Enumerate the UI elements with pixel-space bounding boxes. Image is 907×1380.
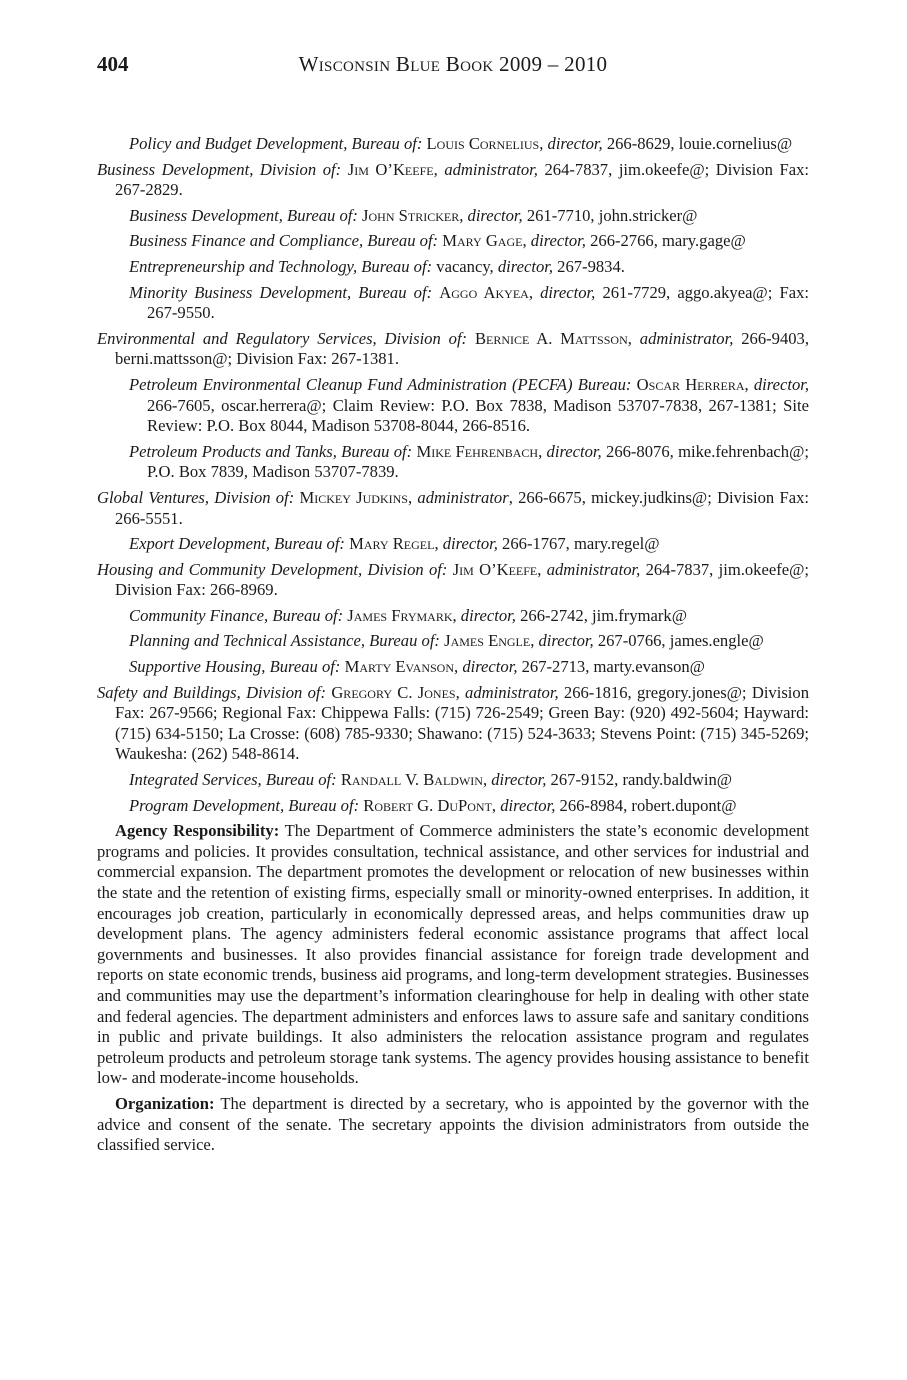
contact-details: 266-1767, mary.regel@	[502, 534, 660, 554]
unit-name: Policy and Budget Development, Bureau of:	[129, 134, 423, 153]
contact-details: 266-2766, mary.gage@	[590, 231, 746, 251]
contact-details: 266-8629, louie.cornelius@	[606, 134, 793, 153]
person-name: Aggo Akyea	[439, 282, 529, 302]
contact-details: , 266-6675, mickey.judkins@; Division Fax: 266-5551.	[115, 487, 809, 528]
unit-name: Export Development, Bureau of:	[129, 534, 345, 554]
person-role: administrator,	[444, 159, 538, 179]
contact-details: 264-7837, jim.okeefe@; Division Fax: 267-2829.	[115, 159, 810, 200]
person-role: director,	[500, 795, 556, 815]
agency-responsibility-label: Agency Responsibility:	[115, 821, 280, 841]
unit-name: Entrepreneurship and Technology, Bureau of:	[129, 256, 433, 276]
contact-details: 261-7710, john.stricker@	[526, 205, 698, 225]
person-role: director,	[460, 605, 516, 625]
unit-name: Planning and Technical Assistance, Bureau of:	[129, 631, 440, 651]
unit-name: Housing and Community Development, Division of:	[97, 559, 448, 579]
unit-name: Petroleum Environmental Cleanup Fund Administration (PECFA) Bureau:	[129, 374, 632, 394]
person-name: Robert G. DuPont	[363, 795, 492, 815]
contact-details: 266-8984, robert.dupont@	[559, 795, 737, 815]
agency-responsibility-text: The Department of Commerce administers the state’s economic development programs and policies. It provides consultation, technical assistance, and other services for industrial and commercial expansion. The department promotes the development or relocation of new businesses within the state and the retention of existing firms, especially small or minority-owned enterprises. In addition, it encourages job creation, particularly in economically depressed areas, and helps communities draw up development plans. The agency administers federal economic assistance programs that affect local governments and businesses. It also provides financial assistance for foreign trade development and reports on state economic trends, business aid programs, and long-term development strategies. Businesses and communities may use the department’s information clearinghouse for help in dealing with other state and federal agencies. The department administers and enforces laws to assure safe and sanitary conditions in public and private buildings. It also administers the relocation assistance program and regulates petroleum products and petroleum storage tank systems. The agency provides housing assistance to benefit low- and moderate-income households.	[97, 821, 809, 1088]
contact-details: vacancy, director, 267-9834.	[436, 256, 625, 276]
person-name: Mike Fehrenbach	[416, 441, 539, 461]
bureau-entry: Minority Business Development, Bureau of: Aggo Akyea, director, 261-7729, aggo.akyea@; Fax: 267-9550.	[129, 282, 809, 323]
person-role: director,	[547, 134, 603, 153]
page-number: 404	[97, 52, 129, 76]
unit-name: Environmental and Regulatory Services, Division of:	[97, 328, 468, 348]
person-role: administrator	[417, 487, 509, 507]
bureau-entry: Integrated Services, Bureau of: Randall V. Baldwin, director, 267-9152, randy.baldwin@	[129, 770, 733, 790]
bureau-entry: Community Finance, Bureau of: James Frymark, director, 266-2742, jim.frymark@	[129, 605, 688, 625]
person-name: Mary Regel	[349, 534, 435, 554]
page-header	[97, 54, 809, 80]
contact-details: 267-0766, james.engle@	[597, 631, 764, 651]
person-name: Oscar Herrera	[636, 374, 745, 394]
bureau-entry: Export Development, Bureau of: Mary Regel, director, 266-1767, mary.regel@	[129, 534, 660, 554]
division-entry: Safety and Buildings, Division of: Gregory C. Jones, administrator, 266-1816, gregory.jones@; Division Fax: 267-9566; Regional Fax: Chippewa Falls: (715) 726-2549; Green Bay: (920) 492-5604; Hayward: (715) 634-5150; La Crosse: (608) 785-9330; Shawano: (715) 524-3633; Stevens Point: (715) 345-5269; Waukesha: (262) 548-8614.	[97, 682, 809, 764]
person-role: director,	[540, 282, 596, 302]
person-role: director,	[491, 770, 547, 790]
unit-name: Petroleum Products and Tanks, Bureau of:	[129, 441, 413, 461]
person-name: John Stricker	[362, 205, 460, 225]
person-name: James Engle	[444, 631, 531, 651]
contact-details: 266-1816, gregory.jones@; Division Fax: 267-9566; Regional Fax: Chippewa Falls: (715) 726-2549; Green Bay: (920) 492-5604; Hayward: (715) 634-5150; La Crosse: (608) 785-9330; Shawano: (715) 524-3633; Stevens Point: (715) 345-5269; Waukesha: (262) 548-8614.	[115, 682, 809, 764]
agency-responsibility-paragraph	[97, 821, 809, 1089]
running-head: Wisconsin Blue Book 2009 – 2010	[298, 52, 608, 76]
person-name: James Frymark	[347, 605, 453, 625]
unit-name: Global Ventures, Division of:	[97, 487, 295, 507]
unit-name: Program Development, Bureau of:	[129, 795, 360, 815]
person-role: administrator,	[546, 559, 641, 579]
contact-details: 267-9152, randy.baldwin@	[550, 770, 733, 790]
bureau-entry: Petroleum Products and Tanks, Bureau of: Mike Fehrenbach, director, 266-8076, mike.fehrenbach@; P.O. Box 7839, Madison 53707-7839.	[129, 441, 809, 482]
person-role: director,	[530, 231, 586, 251]
person-role: director,	[538, 631, 594, 651]
bureau-entry: Business Finance and Compliance, Bureau of: Mary Gage, director, 266-2766, mary.gage@	[129, 231, 746, 251]
person-name: Randall V. Baldwin	[340, 770, 483, 790]
organization-label: Organization:	[115, 1093, 215, 1113]
person-name: Mickey Judkins	[299, 487, 408, 507]
unit-name: Integrated Services, Bureau of:	[129, 770, 337, 790]
division-entry: Global Ventures, Division of: Mickey Judkins, administrator, 266-6675, mickey.judkins@; Division Fax: 266-5551.	[97, 487, 809, 528]
bureau-entry: Supportive Housing, Bureau of: Marty Evanson, director, 267-2713, marty.evanson@	[129, 657, 705, 677]
bureau-entry: Planning and Technical Assistance, Bureau of: James Engle, director, 267-0766, james.engle@	[129, 631, 764, 651]
unit-name: Safety and Buildings, Division of:	[97, 682, 327, 702]
organization-text: The department is directed by a secretary, who is appointed by the governor with the advice and consent of the senate. The secretary appoints the division administrators from outside the classified service.	[97, 1093, 810, 1155]
person-name: Louis Cornelius	[426, 134, 540, 153]
unit-name: Business Development, Bureau of:	[129, 205, 358, 225]
unit-name: Business Development, Division of:	[97, 159, 342, 179]
person-role: director,	[753, 374, 810, 394]
contact-details: 267-2713, marty.evanson@	[521, 657, 705, 677]
bureau-entry	[97, 257, 809, 278]
directory-entries	[97, 134, 809, 816]
person-name: Gregory C. Jones	[331, 682, 456, 702]
person-role: director,	[546, 441, 602, 461]
unit-name: Minority Business Development, Bureau of:	[129, 282, 433, 302]
contact-details: 264-7837, jim.okeefe@; Division Fax: 266-8969.	[115, 559, 809, 600]
division-entry: Business Development, Division of: Jim O’Keefe, administrator, 264-7837, jim.okeefe@; Division Fax: 267-2829.	[97, 159, 810, 200]
person-role: director,	[442, 534, 498, 554]
bureau-entry: Program Development, Bureau of: Robert G. DuPont, director, 266-8984, robert.dupont@	[129, 795, 737, 815]
contact-details: 266-2742, jim.frymark@	[520, 605, 688, 625]
bureau-entry: Business Development, Bureau of: John Stricker, director, 261-7710, john.stricker@	[129, 205, 698, 225]
person-name: Jim O’Keefe	[347, 159, 434, 179]
person-name: Mary Gage	[442, 231, 523, 251]
person-role: director,	[467, 205, 523, 225]
division-entry: Environmental and Regulatory Services, Division of: Bernice A. Mattsson, administrator, 266-9403, berni.mattsson@; Division Fax: 267-1381.	[97, 328, 810, 369]
contact-details: 266-7605, oscar.herrera@; Claim Review: P.O. Box 7838, Madison 53707-7838, 267-1381; Site Review: P.O. Box 8044, Madison 53708-8044, 266-8516.	[147, 395, 809, 436]
contact-details: 266-8076, mike.fehrenbach@; P.O. Box 7839, Madison 53707-7839.	[147, 441, 809, 482]
contact-details: 261-7729, aggo.akyea@; Fax: 267-9550.	[147, 282, 809, 323]
person-name: Marty Evanson	[344, 657, 455, 677]
unit-name: Business Finance and Compliance, Bureau of:	[129, 231, 439, 251]
person-role: administrator,	[639, 328, 734, 348]
body-text	[97, 134, 809, 1161]
person-name: Bernice A. Mattsson	[474, 328, 628, 348]
person-role: director,	[462, 657, 518, 677]
unit-name: Supportive Housing, Bureau of:	[129, 657, 341, 677]
unit-name: Community Finance, Bureau of:	[129, 605, 344, 625]
division-entry: Housing and Community Development, Division of: Jim O’Keefe, administrator, 264-7837, jim.okeefe@; Division Fax: 266-8969.	[97, 559, 809, 600]
person-role: administrator,	[465, 682, 559, 702]
contact-details: 266-9403, berni.mattsson@; Division Fax: 267-1381.	[115, 328, 810, 369]
person-name: Jim O’Keefe	[452, 559, 538, 579]
bureau-entry: Petroleum Environmental Cleanup Fund Administration (PECFA) Bureau: Oscar Herrera, director, 266-7605, oscar.herrera@; Claim Review: P.O. Box 7838, Madison 53707-7838, 267-1381; Site Review: P.O. Box 8044, Madison 53708-8044, 266-8516.	[129, 374, 810, 436]
bureau-entry: Policy and Budget Development, Bureau of: Louis Cornelius, director, 266-8629, louie.cornelius@	[129, 134, 793, 153]
organization-paragraph	[97, 1094, 809, 1156]
